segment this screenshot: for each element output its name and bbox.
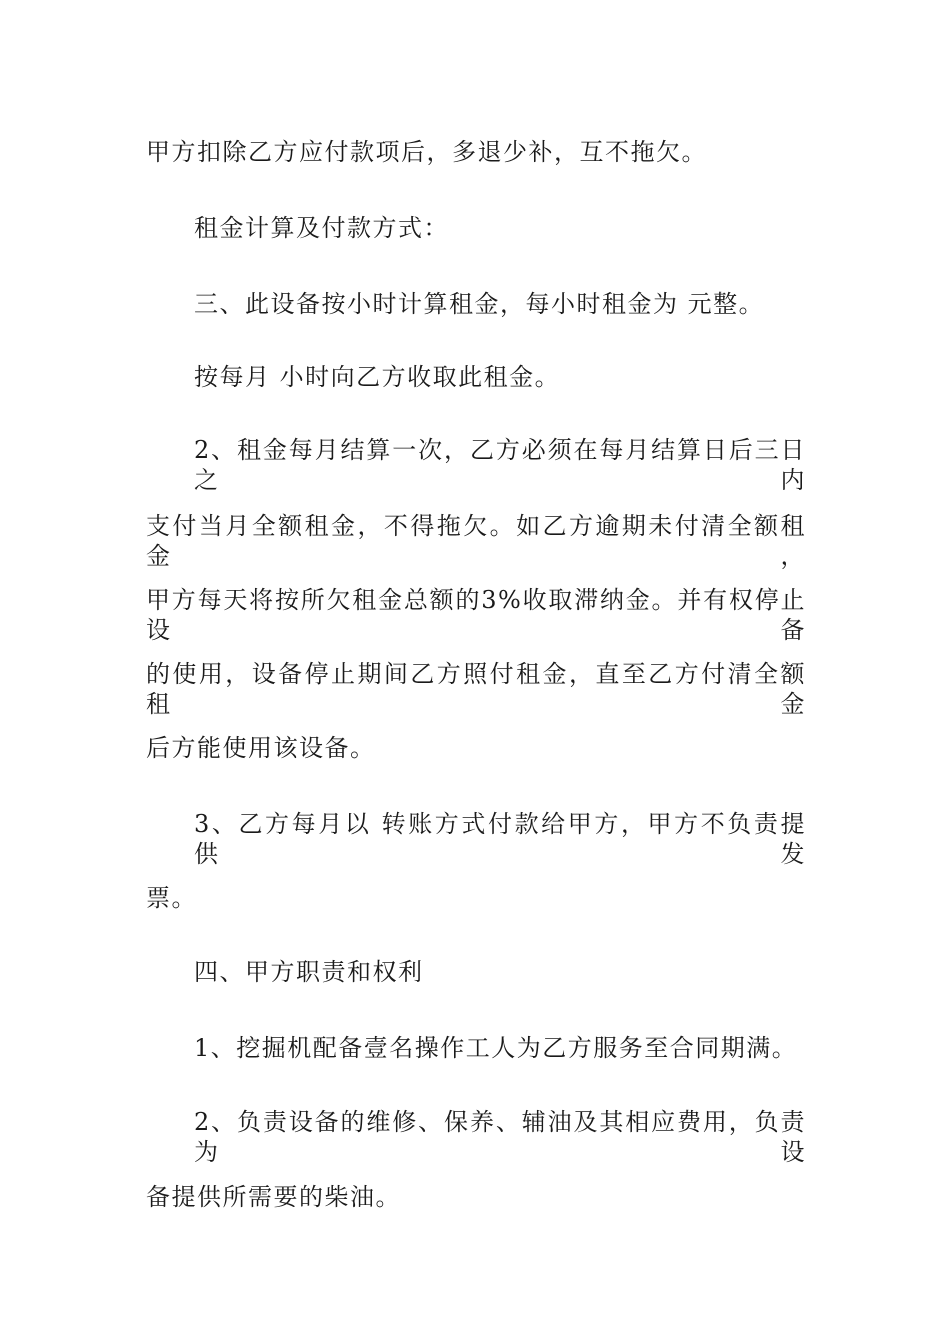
paragraph-line: 甲方每天将按所欠租金总额的3%收取滞纳金。并有权停止设备 — [146, 586, 806, 644]
paragraph-line: 三、此设备按小时计算租金，每小时租金为 元整。 — [194, 290, 765, 318]
paragraph-line: 后方能使用该设备。 — [146, 734, 376, 762]
paragraph-line: 3、乙方每月以 转账方式付款给甲方，甲方不负责提供发 — [194, 810, 806, 868]
paragraph-line: 1、挖掘机配备壹名操作工人为乙方服务至合同期满。 — [194, 1034, 798, 1062]
paragraph-line: 票。 — [146, 884, 197, 912]
paragraph-line: 2、负责设备的维修、保养、辅油及其相应费用，负责为设 — [194, 1108, 806, 1166]
paragraph-line: 甲方扣除乙方应付款项后，多退少补，互不拖欠。 — [146, 138, 707, 166]
paragraph-line: 2、租金每月结算一次，乙方必须在每月结算日后三日之内 — [194, 436, 806, 494]
section-heading: 租金计算及付款方式： — [194, 214, 449, 242]
paragraph-line: 备提供所需要的柴油。 — [146, 1183, 401, 1211]
section-heading: 四、甲方职责和权利 — [194, 958, 424, 986]
paragraph-line: 的使用，设备停止期间乙方照付租金，直至乙方付清全额租金 — [146, 660, 806, 718]
paragraph-line: 按每月 小时向乙方收取此租金。 — [194, 363, 561, 391]
paragraph-line: 支付当月全额租金，不得拖欠。如乙方逾期未付清全额租金， — [146, 512, 806, 570]
